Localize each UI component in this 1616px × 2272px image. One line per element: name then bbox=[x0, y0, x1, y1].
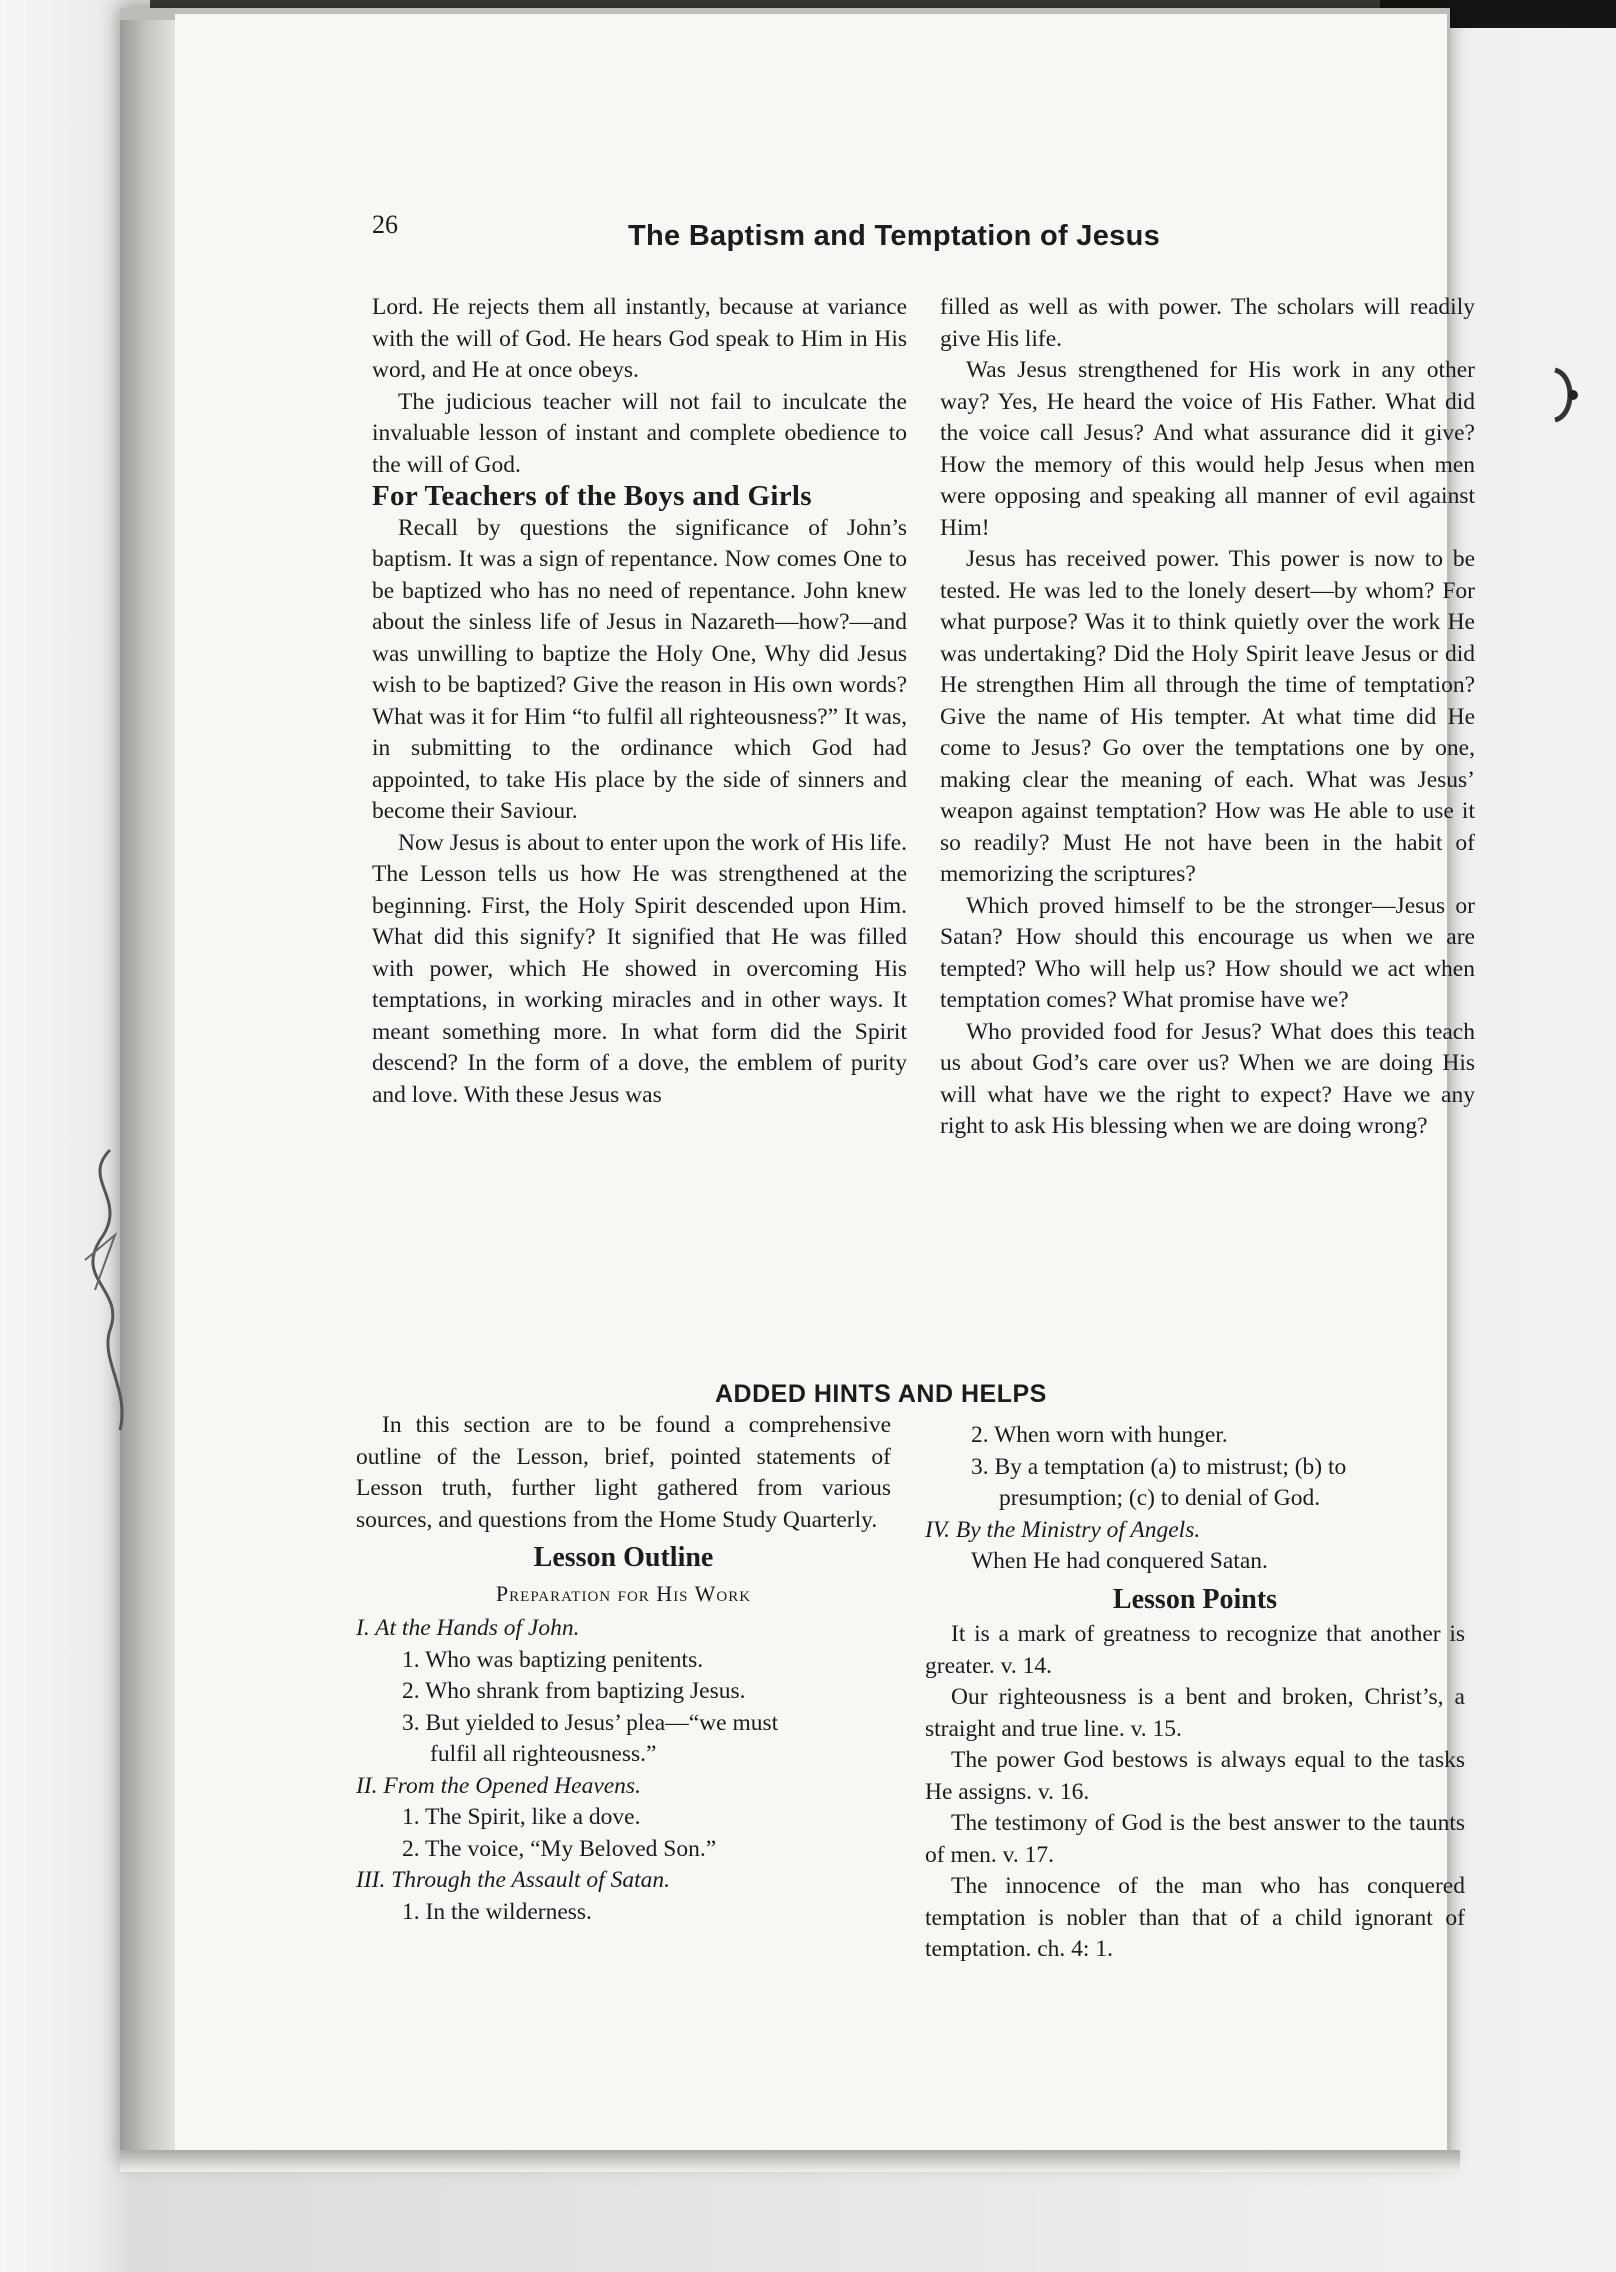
outline-list-continued bbox=[925, 1420, 1465, 1578]
paragraph: Now Jesus is about to enter upon the work of His life. The Lesson tells us how He was strengthened at the beginning. First, the Holy Spirit descended upon Him. What did this signify? It signified that He was filled with power, which He showed in overcoming His temptations, in working miracles and in other ways. It meant something more. In what form did the Spirit descend? In the form of a dove, the emblem of purity and love. With these Jesus was bbox=[372, 829, 907, 1108]
left-column-lower bbox=[356, 1410, 891, 1928]
outline-item: 1. The Spirit, like a dove. bbox=[402, 1804, 641, 1830]
outline-list bbox=[356, 1613, 891, 1928]
paragraph: Which proved himself to be the stronger—Jesus or Satan? How should this encourage us when we are tempted? Who will help us? How should we act when temptation comes? What promise have we? bbox=[940, 892, 1475, 1013]
page-bottom-edge bbox=[120, 2150, 1460, 2172]
paragraph: Was Jesus strengthened for His work in any other way? Yes, He heard the voice of His Father. What did the voice call Jesus? And what assurance did it give? How the memory of this would help Jesus when men were opposing and speaking all manner of evil against Him! bbox=[940, 357, 1475, 541]
outline-item: presumption; (c) to denial of God. bbox=[999, 1485, 1321, 1511]
paragraph: In this section are to be found a comprehensive outline of the Lesson, brief, pointed statements of Lesson truth, further light gathered from various sources, and questions from the Home Study Quarterly. bbox=[356, 1412, 891, 1533]
lesson-point: The innocence of the man who has conquered temptation is nobler than that of a child ignorant of temptation. ch. 4: 1. bbox=[925, 1873, 1465, 1962]
page-number: 26 bbox=[372, 210, 398, 239]
outline-item: 3. But yielded to Jesus’ plea—“we must bbox=[402, 1709, 779, 1736]
outline-item: 1. In the wilderness. bbox=[402, 1898, 592, 1925]
outline-item: 3. By a temptation (a) to mistrust; (b) to bbox=[971, 1453, 1347, 1480]
paragraph: Recall by questions the significance of John’s baptism. It was a sign of repentance. Now comes One to be baptized who has no need of repentance. John knew about the sinless life of Jesus in Nazareth—how?—and was unwilling to baptize the Holy One, Why did Jesus wish to be baptized? Give the reason in His own words? What was it for Him “to fulfil all righteousness?” It was, in submitting to the ordinance which God had appointed, to take His place by the side of sinners and become their Saviour. bbox=[372, 514, 907, 824]
outline-item: 2. Who shrank from baptizing Jesus. bbox=[402, 1678, 746, 1704]
outline-item: I. At the Hands of John. bbox=[356, 1615, 580, 1641]
page-gutter bbox=[120, 20, 180, 2155]
outline-item: 2. The voice, “My Beloved Son.” bbox=[402, 1835, 717, 1862]
outline-item: When He had conquered Satan. bbox=[971, 1548, 1268, 1574]
outline-item: 2. When worn with hunger. bbox=[971, 1422, 1228, 1448]
lesson-point: Our righteousness is a bent and broken, Christ’s, a straight and true line. v. 15. bbox=[925, 1684, 1465, 1742]
outline-heading: Lesson Outline bbox=[533, 1542, 714, 1573]
binding-clip-icon bbox=[1545, 365, 1585, 425]
paragraph: Lord. He rejects them all instantly, because at variance with the will of God. He hears God speak to Him in His word, and He at once obeys. bbox=[372, 294, 907, 383]
paragraph: Jesus has received power. This power is now to be tested. He was led to the lonely desert—by whom? For what purpose? Was it to think quietly over the work He was undertaking? Did the Holy Spirit leave Jesus or did He strengthen Him all through the time of temptation? Give the name of His tempter. At what time did He come to Jesus? Go over the temptations one by one, making clear the meaning of each. What was Jesus’ weapon against temptation? How was He able to use it so readily? Must He not have been in the habit of memorizing the scriptures? bbox=[940, 546, 1475, 887]
outline-subheading: Preparation for His Work bbox=[495, 1580, 752, 1606]
outline-item: IV. By the Ministry of Angels. bbox=[925, 1516, 1201, 1543]
right-column-upper bbox=[940, 292, 1475, 1143]
lesson-point: It is a mark of greatness to recognize that another is greater. v. 14. bbox=[925, 1621, 1465, 1679]
lesson-point: The testimony of God is the best answer to the taunts of men. v. 17. bbox=[925, 1810, 1465, 1868]
outline-item: II. From the Opened Heavens. bbox=[356, 1772, 641, 1799]
left-column-upper bbox=[372, 292, 907, 1111]
paragraph: The judicious teacher will not fail to inculcate the invaluable lesson of instant and complete obedience to the will of God. bbox=[372, 388, 907, 478]
outline-item: fulfil all righteousness.” bbox=[430, 1741, 657, 1767]
points-list bbox=[925, 1619, 1465, 1966]
paragraph: Who provided food for Jesus? What does this teach us about God’s care over us? When we are doing His will what have we the right to expect? Have we any right to ask His blessing when we are doing wrong? bbox=[940, 1018, 1475, 1139]
right-column-lower bbox=[925, 1420, 1465, 1966]
outline-item: III. Through the Assault of Satan. bbox=[356, 1867, 670, 1893]
section-heading: For Teachers of the Boys and Girls bbox=[372, 480, 812, 512]
pencil-scribble-icon bbox=[70, 1140, 150, 1440]
outline-item: 1. Who was baptizing penitents. bbox=[402, 1646, 704, 1673]
section-banner: ADDED HINTS AND HELPS bbox=[715, 1380, 1047, 1408]
paragraph: filled as well as with power. The scholars will readily give His life. bbox=[940, 294, 1475, 352]
points-heading: Lesson Points bbox=[1112, 1583, 1278, 1615]
lesson-point: The power God bestows is always equal to the tasks He assigns. v. 16. bbox=[925, 1747, 1465, 1805]
running-title: The Baptism and Temptation of Jesus bbox=[628, 220, 1161, 252]
